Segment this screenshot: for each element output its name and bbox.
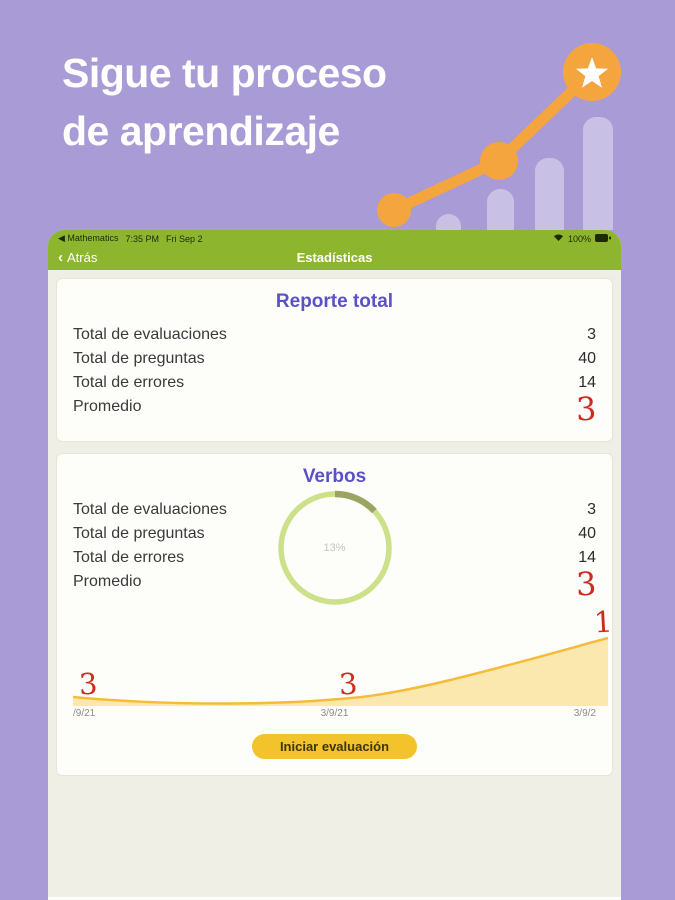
- stat-row-promedio: [73, 389, 597, 429]
- back-chevron-icon: ‹: [58, 248, 63, 266]
- page-title: Estadísticas: [296, 249, 373, 265]
- back-button[interactable]: [58, 250, 97, 265]
- battery-percent: 100%: [567, 233, 591, 244]
- stat-value: 3: [587, 501, 596, 518]
- x-tick-label: /9/21: [73, 708, 96, 719]
- trend-line-graphic: [365, 30, 650, 230]
- verbos-card: [56, 453, 613, 776]
- stat-row-errores: [73, 371, 596, 395]
- content-area: [48, 270, 621, 776]
- back-button-label: Atrás: [67, 249, 98, 265]
- promedio-value-annotation: 3: [574, 564, 597, 604]
- donut-percent-label: 13%: [323, 542, 346, 554]
- trend-node-icon: [377, 193, 411, 227]
- report-card-title: Reporte total: [275, 291, 394, 312]
- x-tick-label: 3/9/2: [573, 708, 596, 719]
- x-tick-label: 3/9/21: [320, 708, 349, 719]
- stat-label: Promedio: [73, 398, 142, 415]
- stat-value: 14: [578, 374, 596, 391]
- stat-label: Promedio: [73, 573, 142, 590]
- status-date: Fri Sep 2: [165, 233, 203, 244]
- chart-x-axis: [73, 708, 596, 720]
- stat-label: Total de errores: [73, 374, 185, 391]
- verbos-card-title: Verbos: [302, 466, 367, 487]
- stat-label: Total de evaluaciones: [73, 326, 227, 343]
- area-chart: [73, 604, 614, 706]
- stat-row-preguntas: [73, 347, 596, 371]
- stat-label: Total de preguntas: [73, 525, 205, 542]
- chart-point-annotation: 3: [338, 666, 359, 702]
- hero-headline-line1: Sigue tu proceso: [62, 50, 387, 96]
- status-time: 7:35 PM: [125, 233, 159, 244]
- stat-label: Total de preguntas: [73, 350, 205, 367]
- app-header: [48, 230, 621, 270]
- wifi-icon: [553, 233, 564, 244]
- stat-value: 40: [578, 525, 596, 542]
- stat-value: 14: [578, 549, 596, 566]
- promedio-value-annotation: 3: [574, 389, 597, 429]
- donut-chart: [275, 488, 395, 608]
- stat-value: 3: [587, 326, 596, 343]
- chart-point-annotation: 1: [593, 604, 614, 640]
- back-to-app-indicator: ◀ Mathematics: [58, 233, 119, 243]
- hero-headline-line2: de aprendizaje: [62, 108, 340, 155]
- battery-icon: [595, 234, 611, 244]
- trend-node-icon: [480, 142, 518, 180]
- chart-point-annotation: 3: [78, 666, 99, 702]
- stat-value: 40: [578, 350, 596, 367]
- stat-label: Total de errores: [73, 549, 185, 566]
- hero-headline: [62, 44, 387, 160]
- report-total-card: [56, 278, 613, 442]
- nav-bar: [48, 244, 621, 270]
- status-bar: [48, 230, 621, 244]
- stat-row-evaluaciones: [73, 323, 596, 347]
- stat-label: Total de evaluaciones: [73, 501, 227, 518]
- device-screenshot: [48, 230, 621, 900]
- start-evaluation-button[interactable]: Iniciar evaluación: [252, 734, 417, 759]
